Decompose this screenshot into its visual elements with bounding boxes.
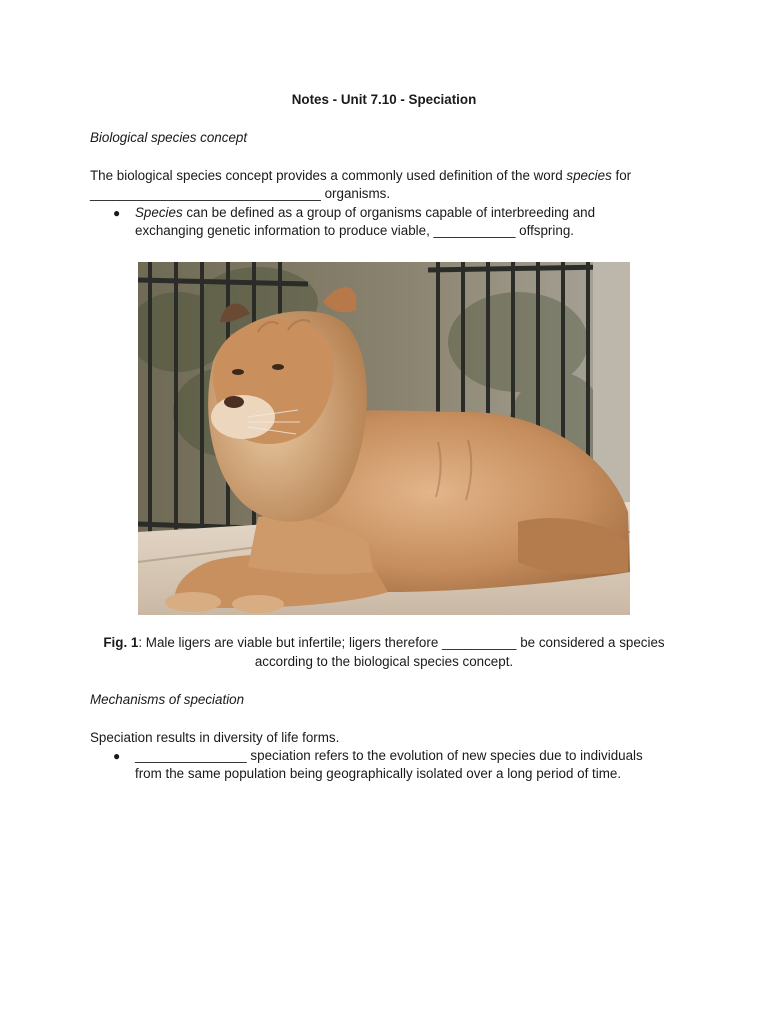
emphasis-species: species — [566, 168, 612, 183]
bullet-icon: ● — [113, 206, 121, 220]
definition-paragraph-line-2: _______________________________ organisms. — [90, 186, 391, 201]
bullet-allopatric-speciation-line-1: _______________ speciation refers to the evolution of new species due to individuals — [135, 748, 643, 763]
section-heading-biological-species-concept: Biological species concept — [90, 130, 248, 145]
speciation-diversity-paragraph: Speciation results in diversity of life forms. — [90, 730, 340, 745]
bullet-allopatric-speciation-line-2: from the same population being geographically isolated over a long period of time. — [135, 766, 622, 781]
bullet-icon: ● — [113, 749, 121, 763]
text-run: can be defined as a group of organisms capable of interbreeding and — [182, 205, 596, 220]
caption-line-2: according to the biological species concept. — [254, 653, 514, 669]
page-title: Notes - Unit 7.10 - Speciation — [291, 92, 477, 107]
caption-line-1 — [80, 634, 688, 653]
definition-paragraph-line-1 — [90, 167, 680, 186]
figure-caption — [80, 634, 688, 671]
bullet-species-definition-line-2: exchanging genetic information to produce viable, ___________ offspring. — [135, 223, 574, 238]
emphasis-species: Species — [135, 205, 183, 220]
caption-label: Fig. 1 — [103, 635, 139, 650]
text-run: The biological species concept provides a commonly used definition of the word — [90, 168, 567, 183]
bullet-species-definition-line-1 — [135, 204, 695, 223]
text-run: : Male ligers are viable but infertile; ligers therefore __________ be considered a species — [138, 635, 665, 650]
liger-photo — [138, 262, 630, 615]
section-heading-mechanisms-of-speciation: Mechanisms of speciation — [90, 692, 245, 707]
text-run: for — [611, 168, 632, 183]
liger-illustration — [138, 262, 630, 615]
